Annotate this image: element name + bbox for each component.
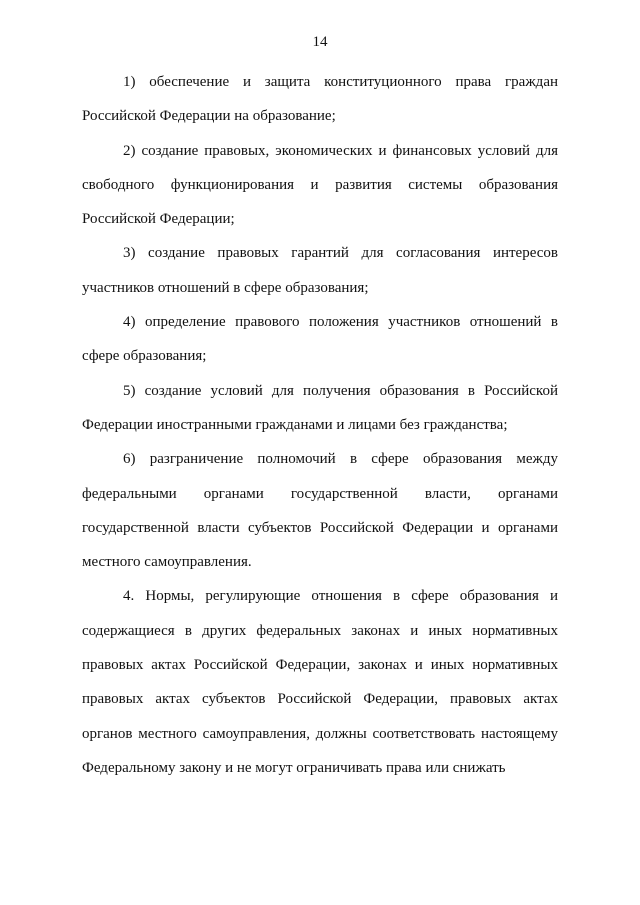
list-item-1: 1) обеспечение и защита конституционного права граждан Российской Федерации на образование;	[82, 74, 558, 125]
document-body	[82, 65, 558, 785]
list-item-3: 3) создание правовых гарантий для согласования интересов участников отношений в сфере образования;	[82, 245, 558, 296]
list-item-2: 2) создание правовых, экономических и финансовых условий для свободного функционирования и развития системы образования Российской Федерации;	[82, 142, 558, 228]
page-number: 14	[312, 34, 328, 50]
list-item-4: 4) определение правового положения участников отношений в сфере образования;	[82, 314, 558, 365]
list-item-5: 5) создание условий для получения образования в Российской Федерации иностранными гражданами и лицами без гражданства;	[82, 382, 558, 433]
list-item-6: 6) разграничение полномочий в сфере образования между федеральными органами государственной власти, органами государственной власти субъектов Российской Федерации и органами местного самоуправления.	[82, 451, 558, 571]
section-4-paragraph: 4. Нормы, регулирующие отношения в сфере образования и содержащиеся в других федеральных законах и иных нормативных правовых актах Российской Федерации, законах и иных нормативных правовых актах субъектов Российской Федерации, правовых актах органов местного самоуправления, должны соответствовать настоящему Федеральному закону и не могут ограничивать права или снижать	[82, 588, 558, 776]
